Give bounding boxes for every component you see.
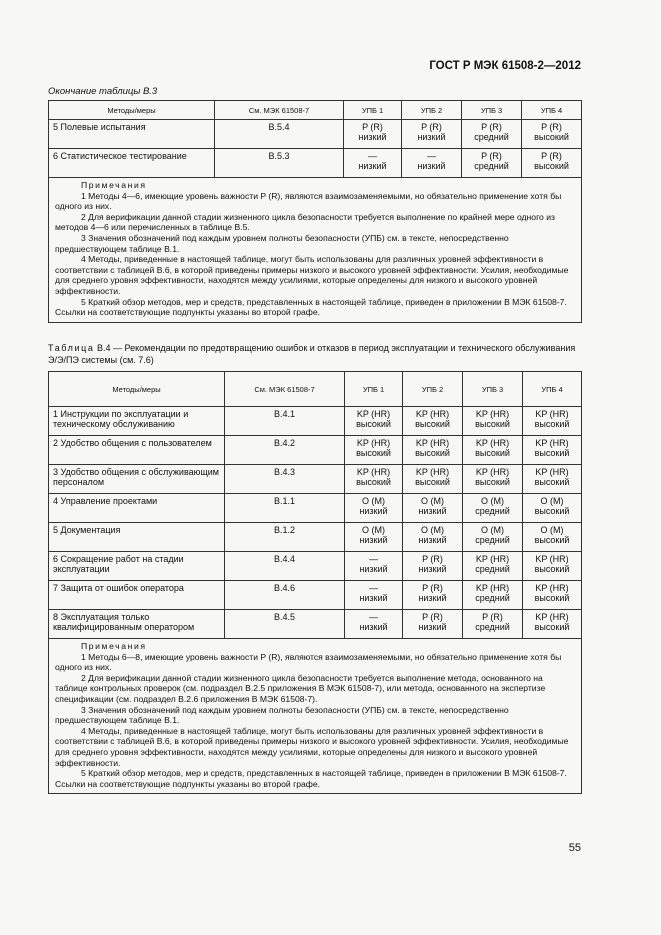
reference-cell: B.4.4: [225, 552, 345, 581]
recommendation-value: O (M): [421, 525, 444, 535]
table-row: [49, 120, 582, 149]
table2-body: [49, 407, 582, 639]
recommendation-value: —: [369, 583, 378, 593]
table-row: [49, 552, 582, 581]
effectiveness-value: низкий: [359, 622, 388, 632]
table2-notes-row: [49, 639, 582, 794]
method-cell: 5 Документация: [49, 523, 225, 552]
document-number: ГОСТ Р МЭК 61508-2—2012: [429, 60, 581, 72]
method-cell: 4 Управление проектами: [49, 494, 225, 523]
recommendation-value: P (R): [422, 612, 443, 622]
recommendation-value: P (R): [481, 122, 502, 132]
recommendation-value: KP (HR): [475, 438, 510, 448]
sil1-cell: [345, 581, 403, 610]
sil1-cell: [344, 149, 402, 178]
table1-header-sil2: УПБ 2: [402, 101, 462, 120]
table-row: [49, 436, 582, 465]
recommendation-value: KP (HR): [356, 467, 391, 477]
effectiveness-value: средний: [475, 622, 510, 632]
table1-header-ref: См. МЭК 61508-7: [215, 101, 344, 120]
sil3-cell: [463, 407, 523, 436]
effectiveness-value: низкий: [418, 564, 447, 574]
sil3-cell: [462, 149, 522, 178]
sil1-cell: [345, 407, 403, 436]
effectiveness-value: низкий: [417, 132, 446, 142]
effectiveness-value: средний: [475, 564, 510, 574]
recommendation-value: KP (HR): [535, 612, 569, 622]
sil4-cell: [523, 523, 582, 552]
recommendation-value: —: [368, 151, 377, 161]
sil3-cell: [463, 610, 523, 639]
recommendation-value: KP (HR): [415, 438, 450, 448]
effectiveness-value: низкий: [359, 564, 388, 574]
reference-cell: B.5.4: [215, 120, 344, 149]
recommendation-value: KP (HR): [535, 409, 569, 419]
effectiveness-value: низкий: [358, 161, 387, 171]
recommendation-value: —: [369, 612, 378, 622]
effectiveness-value: средний: [475, 593, 510, 603]
recommendation-value: P (R): [482, 612, 503, 622]
sil3-cell: [463, 581, 523, 610]
recommendation-value: KP (HR): [475, 583, 510, 593]
effectiveness-value: высокий: [356, 419, 391, 429]
reference-cell: B.1.2: [225, 523, 345, 552]
effectiveness-value: высокий: [534, 132, 569, 142]
table-row: [49, 465, 582, 494]
effectiveness-value: средний: [475, 506, 510, 516]
recommendation-value: P (R): [362, 122, 383, 132]
method-cell: 6 Сокращение работ на стадии эксплуатации: [49, 552, 225, 581]
effectiveness-value: низкий: [417, 161, 446, 171]
table2-header-sil3: УПБ 3: [463, 372, 523, 407]
table1-header-sil3: УПБ 3: [462, 101, 522, 120]
table1-body: [49, 120, 582, 178]
table2-note: 1 Методы 6—8, имеющие уровень важности P (R), являются взаимозаменяемыми, но обязательно применение хотя бы одного из них.: [55, 651, 562, 673]
table1-note: 5 Краткий обзор методов, мер и средств, представленных в настоящей таблице, приведен в приложении B МЭК 61508-7. Ссылки на соответствующие подпункты указаны во второй графе.: [55, 296, 567, 318]
recommendation-value: KP (HR): [535, 467, 569, 477]
effectiveness-value: низкий: [418, 535, 447, 545]
table1-header-row: [49, 101, 582, 120]
sil2-cell: [403, 465, 463, 494]
table2-caption: [48, 342, 581, 366]
sil4-cell: [523, 581, 582, 610]
sil2-cell: [403, 610, 463, 639]
table1-notes-title: Примечания: [81, 180, 147, 190]
table-row: [49, 494, 582, 523]
effectiveness-value: средний: [475, 535, 510, 545]
effectiveness-value: высокий: [534, 419, 570, 429]
recommendation-value: KP (HR): [475, 554, 510, 564]
effectiveness-value: низкий: [418, 622, 447, 632]
recommendation-value: P (R): [541, 122, 562, 132]
table2-header-row: [49, 372, 582, 407]
table-row: [49, 581, 582, 610]
method-cell: 6 Статистическое тестирование: [49, 149, 215, 178]
page-number: 55: [568, 842, 581, 854]
table-row: [49, 523, 582, 552]
method-cell: 8 Эксплуатация только квалифицированным оператором: [49, 610, 225, 639]
table-row: [49, 407, 582, 436]
table2-notes-title: Примечания: [81, 641, 147, 651]
method-cell: 2 Удобство общения с пользователем: [49, 436, 225, 465]
effectiveness-value: высокий: [534, 506, 570, 516]
recommendation-value: P (R): [481, 151, 502, 161]
table2-note: 4 Методы, приведенные в настоящей таблице, могут быть использованы для различных уровней эффективности в соответствии с таблицей B.6, в которой приведены примеры низкого и высокого уровней эффективности. Усилия, необходимые для среднего уровня эффективности, находятся между усилиями, которые определены для низкого и высокого уровней эффективности.: [55, 725, 569, 768]
sil2-cell: [403, 552, 463, 581]
sil3-cell: [463, 552, 523, 581]
recommendation-value: KP (HR): [356, 438, 391, 448]
effectiveness-value: низкий: [359, 535, 388, 545]
sil4-cell: [523, 494, 582, 523]
recommendation-value: KP (HR): [535, 583, 569, 593]
recommendation-value: O (M): [481, 525, 504, 535]
recommendation-value: O (M): [362, 525, 385, 535]
effectiveness-value: высокий: [415, 448, 450, 458]
effectiveness-value: низкий: [418, 506, 447, 516]
effectiveness-value: низкий: [359, 593, 388, 603]
effectiveness-value: высокий: [356, 477, 391, 487]
table2-caption-text: B.4 — Рекомендации по предотвращению ошибок и отказов в период эксплуатации и технического обслуживания Э/Э/ПЭ системы (см. 7.6): [48, 343, 576, 365]
table1-header-sil1: УПБ 1: [344, 101, 402, 120]
sil2-cell: [403, 494, 463, 523]
sil4-cell: [522, 120, 582, 149]
recommendation-value: —: [369, 554, 378, 564]
effectiveness-value: высокий: [534, 477, 570, 487]
table1-note: 2 Для верификации данной стадии жизненного цикла безопасности требуется выполнение по крайней мере одного из методов 4—6 или перечисленных в таблице B.5.: [55, 211, 555, 233]
method-cell: 5 Полевые испытания: [49, 120, 215, 149]
reference-cell: B.4.6: [225, 581, 345, 610]
effectiveness-value: высокий: [475, 419, 510, 429]
sil1-cell: [345, 552, 403, 581]
effectiveness-value: высокий: [534, 161, 569, 171]
table1-header-sil4: УПБ 4: [522, 101, 582, 120]
effectiveness-value: высокий: [475, 448, 510, 458]
table1-note: 4 Методы, приведенные в настоящей таблице, могут быть использованы для различных уровней эффективности в соответствии с таблицей B.6, в которой приведены примеры низкого и высокого уровней эффективности. Усилия, необходимые для среднего уровня эффективности, находятся между усилиями, которые определены для низкого и высокого уровней эффективности.: [55, 254, 569, 296]
table2-caption-label: Таблица: [48, 343, 95, 353]
method-cell: 7 Защита от ошибок оператора: [49, 581, 225, 610]
recommendation-value: O (M): [421, 496, 444, 506]
recommendation-value: P (R): [422, 583, 443, 593]
reference-cell: B.5.3: [215, 149, 344, 178]
sil3-cell: [463, 523, 523, 552]
effectiveness-value: высокий: [415, 477, 450, 487]
table2-header-sil1: УПБ 1: [345, 372, 403, 407]
recommendation-value: O (M): [481, 496, 504, 506]
recommendation-value: O (M): [540, 525, 564, 535]
table1-note: 3 Значения обозначений под каждым уровнем полноты безопасности (УПБ) см. в тексте, непосредственно предшествующем таблице B.1.: [55, 232, 509, 254]
recommendation-value: P (R): [422, 554, 443, 564]
sil3-cell: [463, 465, 523, 494]
sil4-cell: [523, 465, 582, 494]
table2-note: 2 Для верификации данной стадии жизненного цикла безопасности требуется выполнение метода, основанного на таблице контрольных проверок (см. подраздел B.2.5 приложения B МЭК 61508-7), или метода, основанного на экспертизе спецификации (см. подраздел B.2.6 приложения B МЭК 61508-7).: [55, 672, 546, 704]
table2-header-method: Методы/меры: [49, 372, 225, 407]
recommendation-value: —: [427, 151, 436, 161]
recommendation-value: KP (HR): [535, 438, 569, 448]
table2-note: 3 Значения обозначений под каждым уровнем полноты безопасности (УПБ) см. в тексте, непосредственно предшествующем таблице B.1.: [55, 704, 509, 726]
method-cell: 3 Удобство общения с обслуживающим персоналом: [49, 465, 225, 494]
recommendation-value: O (M): [362, 496, 385, 506]
sil4-cell: [523, 436, 582, 465]
reference-cell: B.4.2: [225, 436, 345, 465]
table1-note: 1 Методы 4—6, имеющие уровень важности P (R), являются взаимозаменяемыми, но обязательно применение хотя бы одного из них.: [55, 190, 562, 212]
sil1-cell: [345, 494, 403, 523]
table-row: [49, 149, 582, 178]
sil3-cell: [463, 494, 523, 523]
recommendation-value: KP (HR): [415, 409, 450, 419]
sil3-cell: [463, 436, 523, 465]
sil4-cell: [523, 610, 582, 639]
sil2-cell: [403, 407, 463, 436]
table2: [48, 371, 582, 794]
recommendation-value: P (R): [421, 122, 442, 132]
sil1-cell: [344, 120, 402, 149]
reference-cell: B.4.1: [225, 407, 345, 436]
table2-note: 5 Краткий обзор методов, мер и средств, представленных в настоящей таблице, приведен в приложении B МЭК 61508-7. Ссылки на соответствующие подпункты указаны во второй графе.: [55, 768, 567, 789]
effectiveness-value: высокий: [534, 622, 570, 632]
effectiveness-value: высокий: [475, 477, 510, 487]
sil2-cell: [403, 436, 463, 465]
reference-cell: B.1.1: [225, 494, 345, 523]
sil2-cell: [403, 581, 463, 610]
effectiveness-value: высокий: [534, 593, 570, 603]
method-cell: 1 Инструкции по эксплуатации и техническому обслуживанию: [49, 407, 225, 436]
table1-header-method: Методы/меры: [49, 101, 215, 120]
table1: [48, 100, 582, 323]
effectiveness-value: средний: [474, 132, 509, 142]
reference-cell: B.4.5: [225, 610, 345, 639]
table2-header-sil2: УПБ 2: [403, 372, 463, 407]
recommendation-value: KP (HR): [535, 554, 569, 564]
effectiveness-value: низкий: [359, 506, 388, 516]
effectiveness-value: высокий: [534, 564, 570, 574]
table2-header-sil4: УПБ 4: [523, 372, 582, 407]
effectiveness-value: низкий: [418, 593, 447, 603]
recommendation-value: O (M): [540, 496, 564, 506]
table-row: [49, 610, 582, 639]
reference-cell: B.4.3: [225, 465, 345, 494]
sil4-cell: [523, 552, 582, 581]
sil4-cell: [523, 407, 582, 436]
sil2-cell: [403, 523, 463, 552]
effectiveness-value: высокий: [534, 448, 570, 458]
sil4-cell: [522, 149, 582, 178]
effectiveness-value: низкий: [358, 132, 387, 142]
table1-caption: Окончание таблицы В.3: [48, 86, 158, 97]
table1-notes: [49, 178, 582, 323]
recommendation-value: KP (HR): [475, 467, 510, 477]
effectiveness-value: высокий: [534, 535, 570, 545]
sil1-cell: [345, 523, 403, 552]
sil1-cell: [345, 465, 403, 494]
recommendation-value: KP (HR): [475, 409, 510, 419]
sil1-cell: [345, 436, 403, 465]
table2-header-ref: См. МЭК 61508-7: [225, 372, 345, 407]
sil1-cell: [345, 610, 403, 639]
recommendation-value: KP (HR): [415, 467, 450, 477]
recommendation-value: KP (HR): [356, 409, 391, 419]
table2-notes: [49, 639, 582, 794]
effectiveness-value: высокий: [415, 419, 450, 429]
effectiveness-value: высокий: [356, 448, 391, 458]
sil2-cell: [402, 149, 462, 178]
sil2-cell: [402, 120, 462, 149]
table1-notes-row: [49, 178, 582, 323]
recommendation-value: P (R): [541, 151, 562, 161]
effectiveness-value: средний: [474, 161, 509, 171]
sil3-cell: [462, 120, 522, 149]
